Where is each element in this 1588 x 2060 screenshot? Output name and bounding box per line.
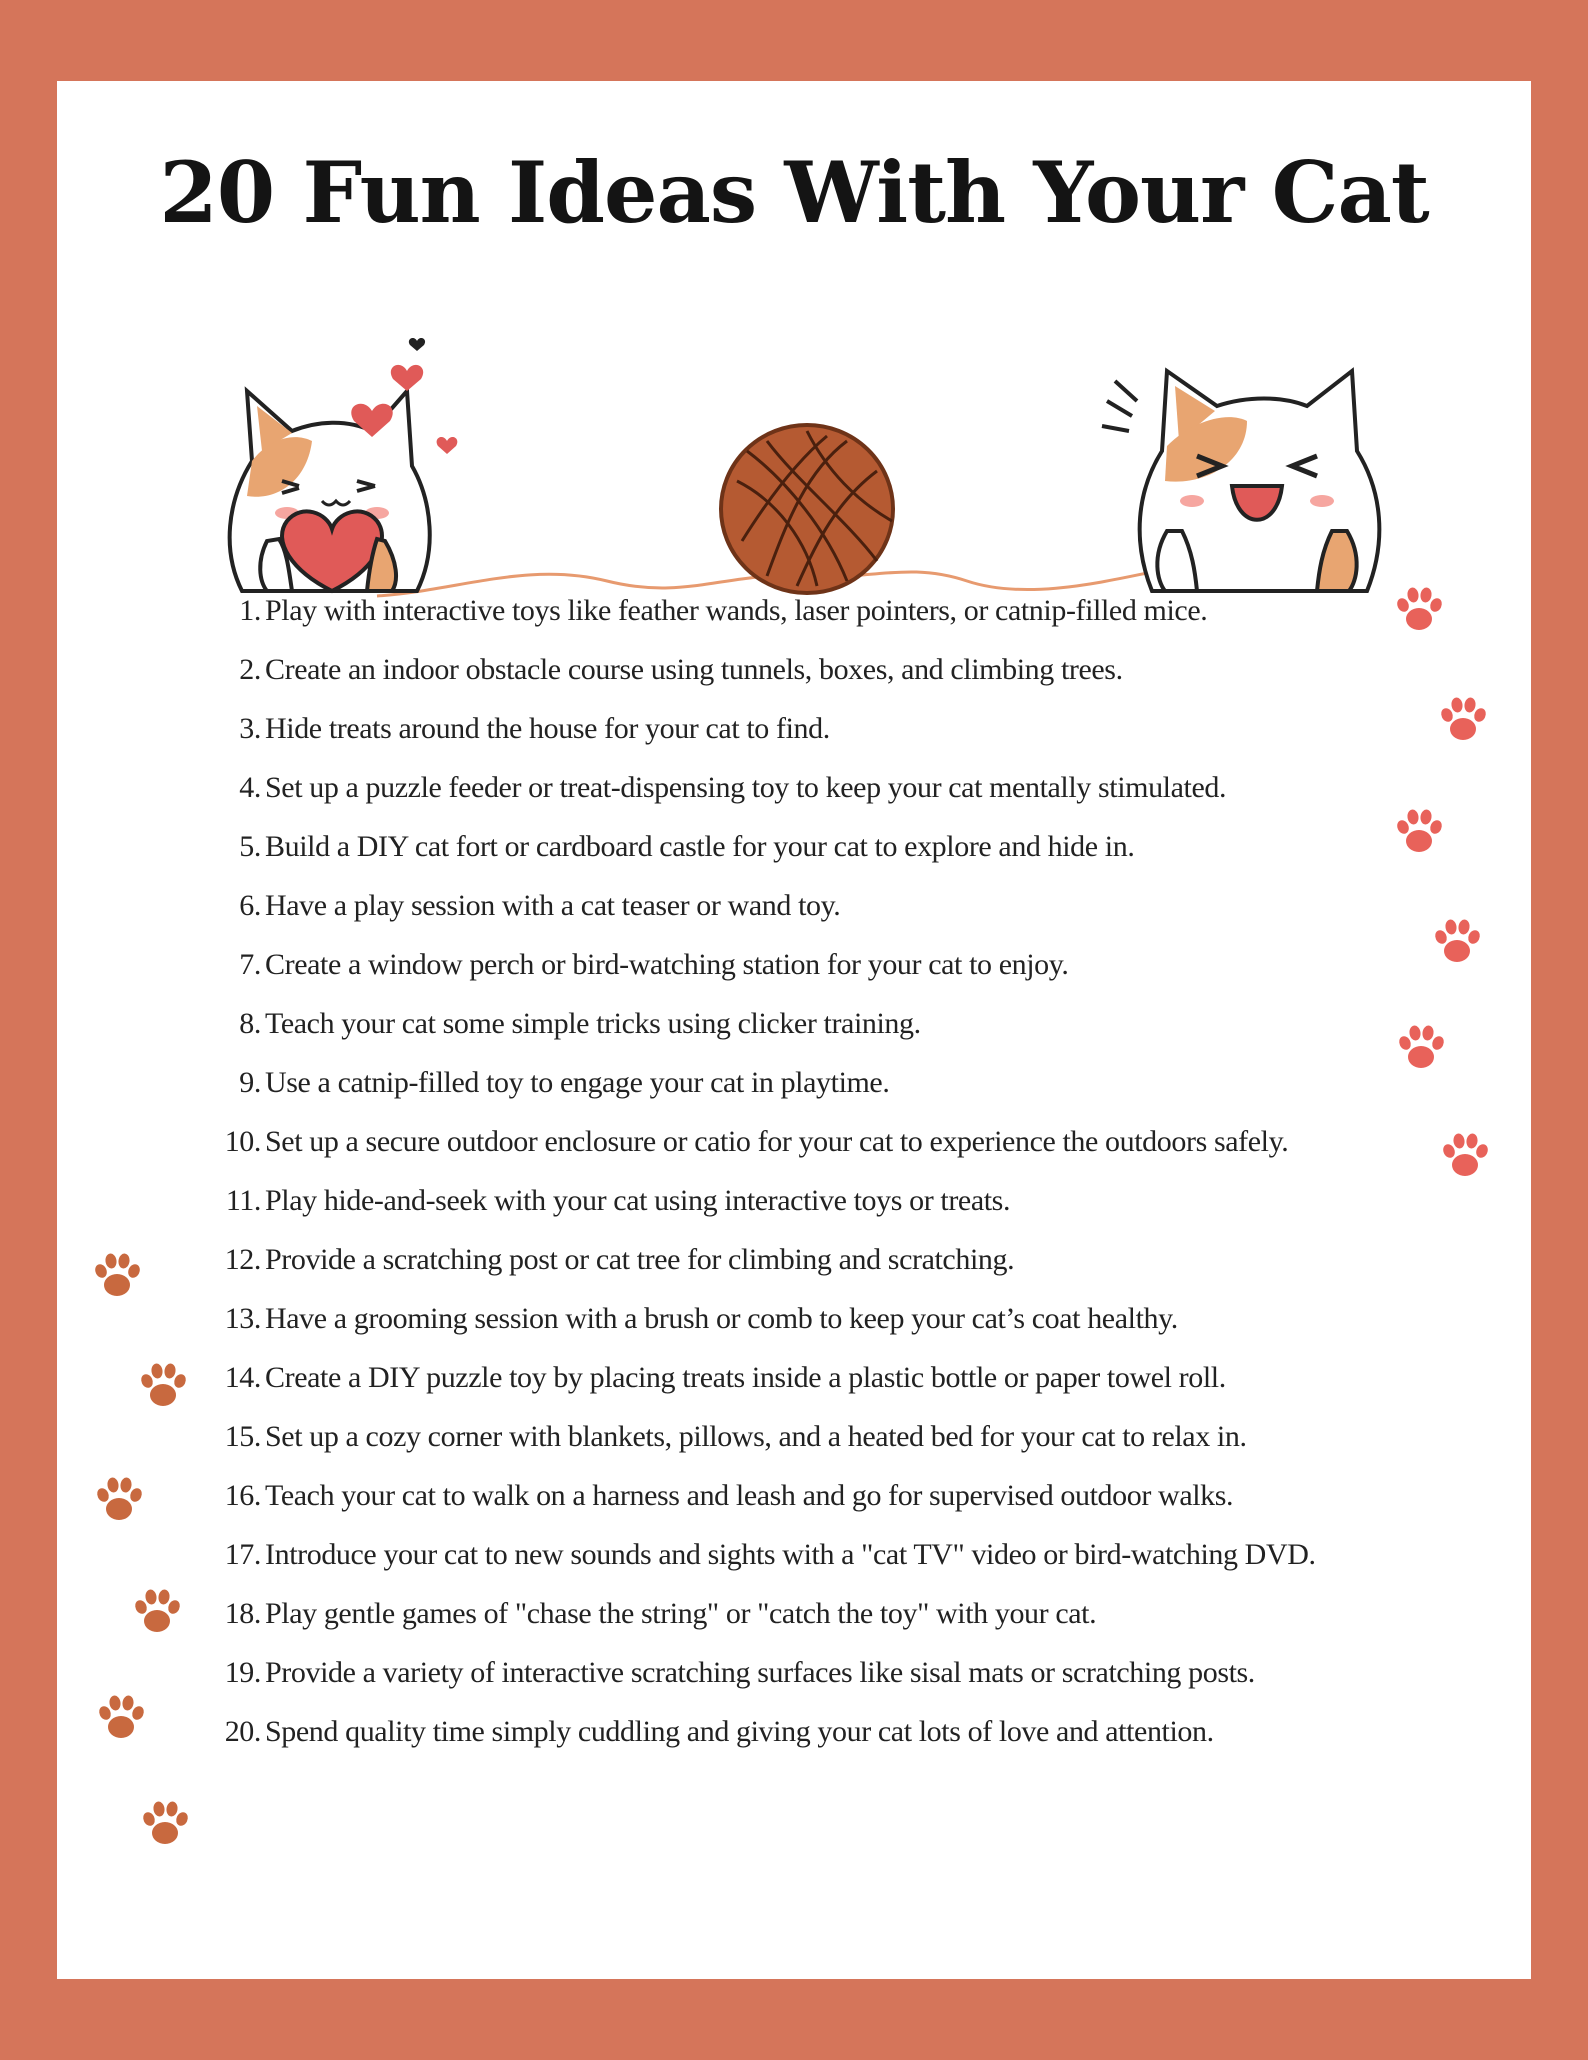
- item-text: Set up a secure outdoor enclosure or catio for your cat to experience the outdoors safely.: [265, 1125, 1289, 1158]
- item-number: 8.: [239, 1007, 261, 1040]
- item-number: 17.: [224, 1538, 261, 1571]
- item-text: Have a play session with a cat teaser or wand toy.: [265, 889, 841, 922]
- list-item: [217, 699, 1427, 758]
- item-number: 4.: [239, 771, 261, 804]
- paw-print-icon: [1439, 1129, 1491, 1181]
- paw-print-icon: [1431, 915, 1483, 967]
- item-text: Create a DIY puzzle toy by placing treats inside a plastic bottle or paper towel roll.: [265, 1361, 1226, 1394]
- item-text: Set up a puzzle feeder or treat-dispensing toy to keep your cat mentally stimulated.: [265, 771, 1227, 804]
- item-number: 5.: [239, 830, 261, 863]
- paw-print-icon: [137, 1359, 189, 1411]
- list-item: [217, 1171, 1427, 1230]
- yarn-ball-icon: [721, 425, 893, 593]
- item-text: Play with interactive toys like feather wands, laser pointers, or catnip-filled mice.: [265, 594, 1208, 627]
- item-number: 11.: [225, 1184, 261, 1217]
- list-item: [217, 1584, 1427, 1643]
- paw-print-icon: [95, 1691, 147, 1743]
- ideas-list: [217, 581, 1427, 1761]
- list-item: [217, 1466, 1427, 1525]
- paw-print-icon: [131, 1585, 183, 1637]
- item-text: Set up a cozy corner with blankets, pillows, and a heated bed for your cat to relax in.: [265, 1420, 1247, 1453]
- list-item: [217, 1702, 1427, 1761]
- list-item: [217, 1407, 1427, 1466]
- paw-print-icon: [93, 1473, 145, 1525]
- list-item: [217, 581, 1427, 640]
- paw-print-icon: [1393, 805, 1445, 857]
- item-number: 9.: [239, 1066, 261, 1099]
- list-item: [217, 994, 1427, 1053]
- item-text: Provide a scratching post or cat tree for climbing and scratching.: [265, 1243, 1015, 1276]
- item-number: 13.: [224, 1302, 261, 1335]
- item-text: Create a window perch or bird-watching station for your cat to enjoy.: [265, 948, 1069, 981]
- item-text: Hide treats around the house for your cat to find.: [265, 712, 830, 745]
- paw-print-icon: [1393, 583, 1445, 635]
- page-title: 20 Fun Ideas With Your Cat: [159, 143, 1429, 242]
- list-item: [217, 1525, 1427, 1584]
- list-item: [217, 758, 1427, 817]
- list-item: [217, 1348, 1427, 1407]
- list-item: [217, 1289, 1427, 1348]
- item-text: Play hide-and-seek with your cat using interactive toys or treats.: [265, 1184, 1011, 1217]
- item-number: 20.: [224, 1715, 261, 1748]
- item-number: 16.: [224, 1479, 261, 1512]
- item-number: 19.: [224, 1656, 261, 1689]
- list-item: [217, 640, 1427, 699]
- item-text: Have a grooming session with a brush or comb to keep your cat’s coat healthy.: [265, 1302, 1178, 1335]
- item-text: Teach your cat to walk on a harness and leash and go for supervised outdoor walks.: [265, 1479, 1234, 1512]
- item-text: Play gentle games of "chase the string" or "catch the toy" with your cat.: [265, 1597, 1097, 1630]
- list-item: [217, 1643, 1427, 1702]
- list-item: [217, 817, 1427, 876]
- item-number: 3.: [239, 712, 261, 745]
- excited-cat-icon: [1102, 371, 1379, 591]
- list-item: [217, 876, 1427, 935]
- paw-print-icon: [91, 1249, 143, 1301]
- item-text: Spend quality time simply cuddling and giving your cat lots of love and attention.: [265, 1715, 1214, 1748]
- item-number: 10.: [224, 1125, 261, 1158]
- paw-print-icon: [1437, 693, 1489, 745]
- list-item: [217, 1112, 1427, 1171]
- item-number: 18.: [224, 1597, 261, 1630]
- list-item: [217, 1053, 1427, 1112]
- paw-print-icon: [139, 1797, 191, 1849]
- item-text: Teach your cat some simple tricks using clicker training.: [265, 1007, 921, 1040]
- item-text: Use a catnip-filled toy to engage your cat in playtime.: [265, 1066, 890, 1099]
- item-number: 7.: [239, 948, 261, 981]
- item-number: 12.: [224, 1243, 261, 1276]
- item-number: 1.: [239, 594, 261, 627]
- item-number: 2.: [239, 653, 261, 686]
- cats-and-yarn-illustration: [207, 281, 1407, 611]
- item-text: Create an indoor obstacle course using tunnels, boxes, and climbing trees.: [265, 653, 1123, 686]
- item-number: 6.: [239, 889, 261, 922]
- item-text: Provide a variety of interactive scratching surfaces like sisal mats or scratching posts.: [265, 1656, 1255, 1689]
- list-item: [217, 1230, 1427, 1289]
- item-text: Build a DIY cat fort or cardboard castle for your cat to explore and hide in.: [265, 830, 1135, 863]
- paw-print-icon: [1395, 1021, 1447, 1073]
- cat-holding-heart-icon: [230, 338, 458, 591]
- list-item: [217, 935, 1427, 994]
- worksheet-page: [57, 81, 1531, 1979]
- item-text: Introduce your cat to new sounds and sights with a "cat TV" video or bird-watching DVD.: [265, 1538, 1316, 1571]
- item-number: 15.: [224, 1420, 261, 1453]
- item-number: 14.: [224, 1361, 261, 1394]
